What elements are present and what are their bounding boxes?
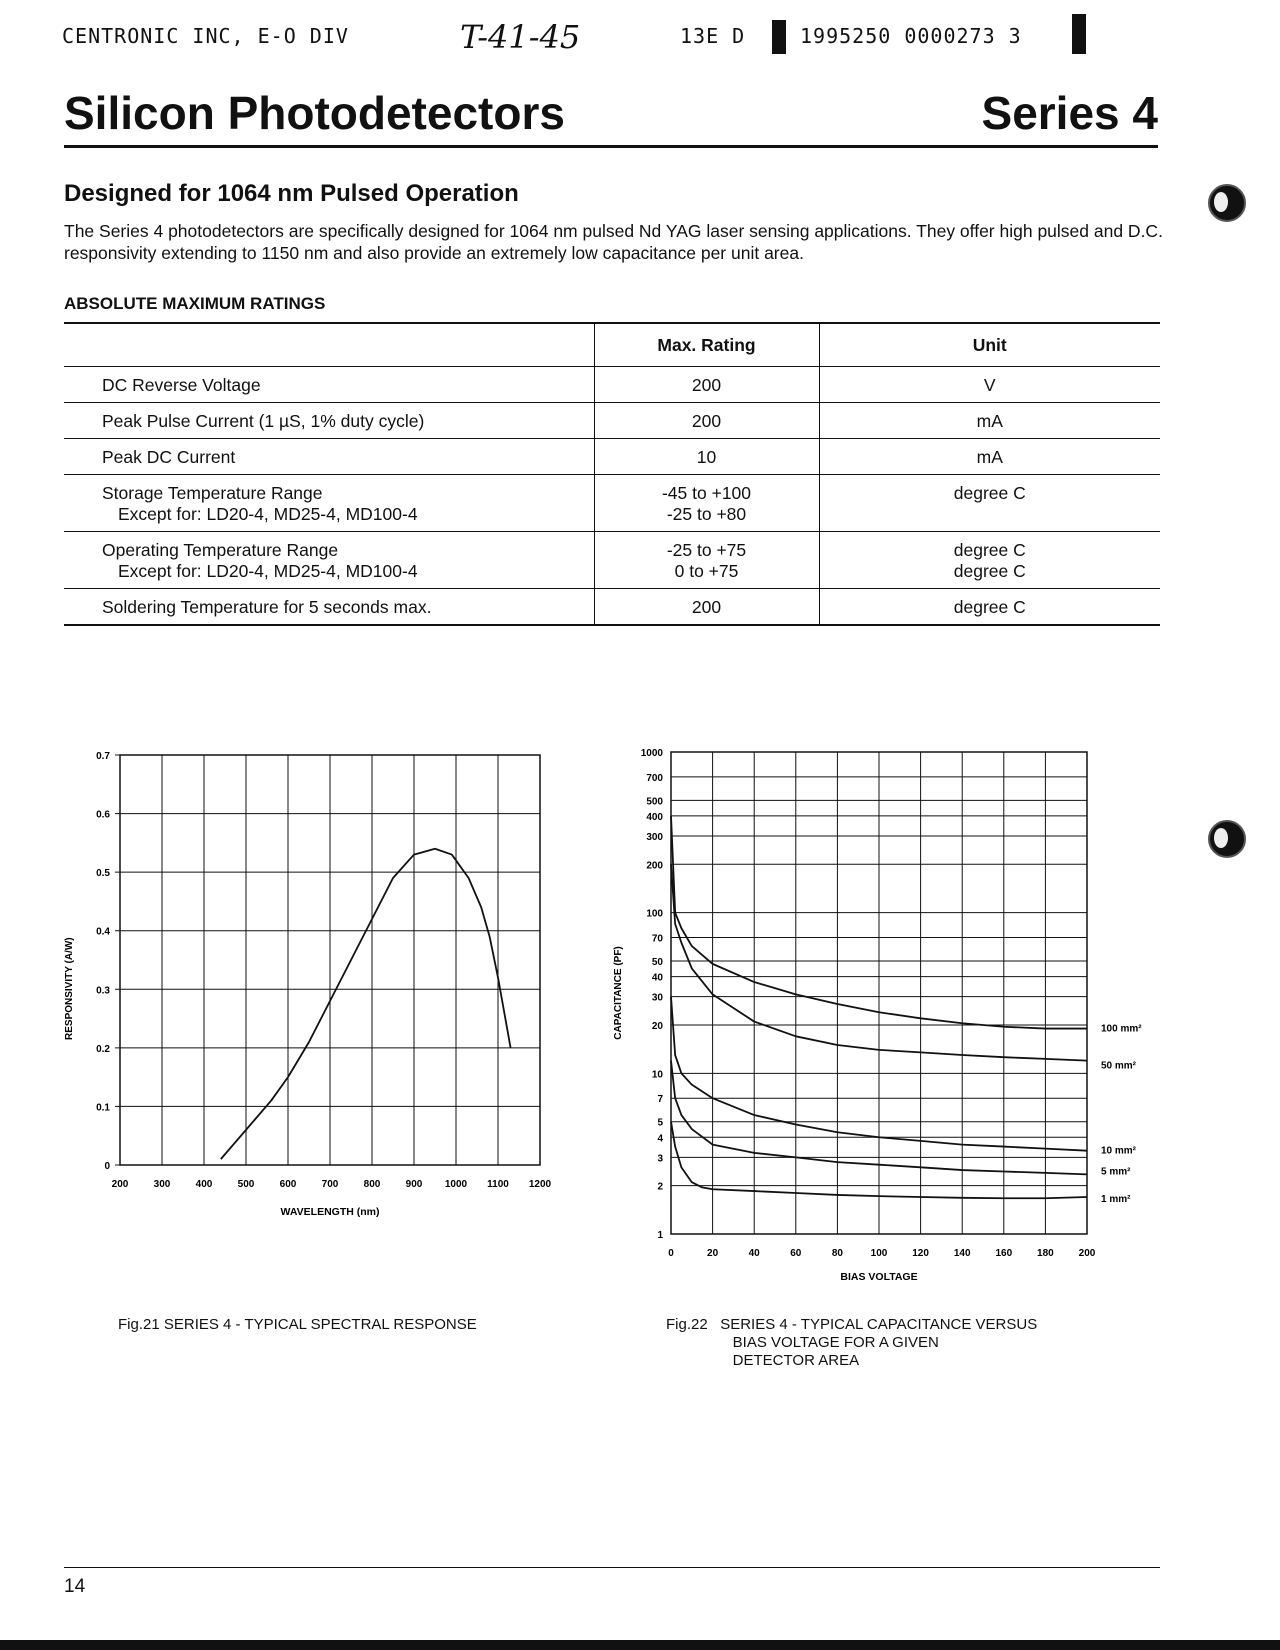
- x-tick-label: 0: [668, 1248, 674, 1259]
- y-tick-label: 0.3: [96, 985, 110, 997]
- rating-cell-line: 200: [691, 411, 722, 431]
- rating-cell: [594, 403, 819, 439]
- y-tick-label: 2: [657, 1181, 663, 1193]
- param-cell: [64, 532, 594, 589]
- unit-cell-line: degree C: [953, 540, 1026, 560]
- y-tick-label: 0: [104, 1161, 110, 1172]
- title-divider: [64, 145, 1158, 148]
- y-tick-label: 5: [657, 1117, 663, 1129]
- document-number: 1995250 0000273 3: [800, 24, 1022, 48]
- x-tick-label: 300: [153, 1179, 171, 1190]
- unit-cell-line: degree C: [953, 483, 1026, 503]
- param-cell: [64, 403, 594, 439]
- x-tick-label: 800: [363, 1179, 381, 1190]
- unit-cell-line: mA: [976, 411, 1003, 431]
- figure-caption: Fig.21 SERIES 4 - TYPICAL SPECTRAL RESPONSE: [118, 1316, 477, 1333]
- ratings-heading: ABSOLUTE MAXIMUM RATINGS: [64, 294, 326, 313]
- x-tick-label: 160: [995, 1248, 1013, 1259]
- x-tick-label: 140: [953, 1248, 971, 1259]
- x-tick-label: 40: [748, 1248, 760, 1259]
- x-tick-label: 180: [1037, 1248, 1054, 1259]
- y-tick-label: 1000: [640, 748, 663, 759]
- y-tick-label: 40: [651, 972, 663, 984]
- y-tick-label: 1: [657, 1230, 663, 1241]
- binder-hole-icon: [1208, 820, 1246, 858]
- y-tick-label: 100: [646, 908, 663, 920]
- x-tick-label: 80: [831, 1248, 843, 1259]
- x-tick-label: 600: [279, 1179, 297, 1190]
- series-label: 50 mm²: [1101, 1060, 1137, 1072]
- param-cell: [64, 589, 594, 626]
- y-tick-label: 50: [651, 957, 663, 969]
- rating-cell-line: -25 to +75: [666, 540, 747, 560]
- capacitance-chart: [595, 730, 1175, 1290]
- series-line: [221, 849, 511, 1159]
- handwritten-code: T-41-45: [460, 18, 581, 56]
- y-tick-label: 20: [651, 1020, 663, 1032]
- y-tick-label: 0.7: [96, 751, 110, 762]
- table-row: [64, 403, 1160, 439]
- table-row: [64, 439, 1160, 475]
- param-cell: [64, 367, 594, 403]
- binder-hole-icon: [1208, 184, 1246, 222]
- unit-cell-line: degree C: [953, 597, 1026, 617]
- unit-cell: [819, 367, 1160, 403]
- column-header: Max. Rating: [594, 323, 819, 367]
- y-axis-label: RESPONSIVITY (A/W): [64, 937, 75, 1041]
- rating-cell: [594, 589, 819, 626]
- table-row: [64, 532, 1160, 589]
- unit-cell-line: V: [983, 375, 996, 395]
- spectral-response-chart: [40, 730, 580, 1290]
- y-tick-label: 0.4: [96, 926, 110, 938]
- series-title: Series 4: [981, 87, 1158, 139]
- page-title: Silicon Photodetectors: [64, 87, 565, 139]
- param-cell: [64, 475, 594, 532]
- table-row: [64, 589, 1160, 626]
- column-header: Unit: [972, 334, 1007, 355]
- x-tick-label: 500: [237, 1179, 255, 1190]
- y-tick-label: 0.6: [96, 809, 110, 821]
- x-tick-label: 1000: [444, 1179, 468, 1190]
- x-tick-label: 100: [870, 1248, 888, 1259]
- rating-cell: [594, 439, 819, 475]
- param-cell-line: Except for: LD20-4, MD25-4, MD100-4: [118, 504, 418, 524]
- page-number: 14: [64, 1576, 86, 1597]
- unit-cell-line: mA: [976, 447, 1003, 467]
- y-tick-label: 700: [646, 772, 663, 784]
- barcode-mark: [772, 20, 786, 54]
- y-tick-label: 200: [646, 860, 663, 872]
- param-cell-line: Soldering Temperature for 5 seconds max.: [102, 597, 432, 617]
- x-axis-label: WAVELENGTH (nm): [280, 1206, 380, 1218]
- y-tick-label: 7: [657, 1094, 663, 1106]
- series-label: 100 mm²: [1101, 1023, 1142, 1035]
- section-subtitle: Designed for 1064 nm Pulsed Operation: [64, 180, 519, 207]
- param-cell-line: Operating Temperature Range: [102, 540, 339, 560]
- intro-paragraph: The Series 4 photodetectors are specifically designed for 1064 nm pulsed Nd YAG laser sensing applications. They offer high pulsed and D.C. responsivity extending to 1150 nm and also provide an extremely low capacitance per unit area.: [64, 221, 1163, 263]
- table-row: [64, 475, 1160, 532]
- y-tick-label: 0.2: [96, 1043, 110, 1055]
- unit-cell: [819, 403, 1160, 439]
- unit-cell: [819, 589, 1160, 626]
- x-tick-label: 20: [707, 1248, 719, 1259]
- column-header: [64, 323, 594, 367]
- y-tick-label: 3: [657, 1153, 663, 1165]
- rating-cell: [594, 532, 819, 589]
- rating-cell-line: -45 to +100: [661, 483, 752, 503]
- param-cell-line: Peak DC Current: [102, 447, 236, 467]
- company-header: CENTRONIC INC, E-O DIV: [62, 24, 349, 48]
- y-tick-label: 70: [651, 933, 663, 945]
- rating-cell-line: 200: [691, 375, 722, 395]
- x-tick-label: 120: [912, 1248, 929, 1259]
- ratings-table: [64, 322, 1160, 626]
- rating-cell-line: -25 to +80: [666, 504, 747, 524]
- y-tick-label: 400: [646, 811, 663, 823]
- series-label: 5 mm²: [1101, 1166, 1131, 1178]
- y-tick-label: 4: [657, 1133, 663, 1145]
- table-header-row: [64, 323, 1160, 367]
- param-cell: [64, 439, 594, 475]
- y-tick-label: 0.1: [96, 1102, 110, 1114]
- param-cell-line: Storage Temperature Range: [102, 483, 323, 503]
- unit-cell: [819, 439, 1160, 475]
- unit-cell: [819, 475, 1160, 532]
- x-tick-label: 700: [321, 1179, 339, 1190]
- y-tick-label: 0.5: [96, 868, 110, 880]
- x-axis-label: BIAS VOLTAGE: [840, 1271, 918, 1283]
- x-tick-label: 900: [405, 1179, 423, 1190]
- unit-cell: [819, 532, 1160, 589]
- x-tick-label: 1100: [487, 1179, 509, 1190]
- x-tick-label: 60: [790, 1248, 802, 1259]
- y-tick-label: 10: [651, 1069, 663, 1081]
- barcode-mark: [1072, 14, 1086, 54]
- x-tick-label: 400: [195, 1179, 213, 1190]
- param-cell-line: Except for: LD20-4, MD25-4, MD100-4: [118, 561, 418, 581]
- y-tick-label: 300: [646, 832, 663, 844]
- document-code: 13E D: [680, 24, 746, 48]
- footer-divider: [64, 1567, 1160, 1568]
- rating-cell-line: 200: [691, 597, 722, 617]
- unit-cell-line: degree C: [953, 561, 1026, 581]
- y-axis-label: CAPACITANCE (PF): [613, 946, 624, 1040]
- y-tick-label: 30: [651, 992, 663, 1004]
- param-cell-line: Peak Pulse Current (1 µS, 1% duty cycle): [102, 411, 425, 431]
- x-tick-label: 200: [1078, 1248, 1096, 1259]
- rating-cell: [594, 367, 819, 403]
- x-tick-label: 200: [111, 1179, 129, 1190]
- param-cell-line: DC Reverse Voltage: [102, 375, 261, 395]
- scan-edge: [0, 1640, 1280, 1650]
- rating-cell-line: 10: [696, 447, 717, 467]
- series-label: 1 mm²: [1101, 1193, 1131, 1205]
- series-label: 10 mm²: [1101, 1145, 1137, 1157]
- y-tick-label: 500: [646, 796, 663, 808]
- figure-caption: Fig.22 SERIES 4 - TYPICAL CAPACITANCE VERSUS BIAS VOLTAGE FOR A GIVEN DETECTOR AREA: [666, 1316, 1038, 1369]
- x-tick-label: 1200: [528, 1179, 552, 1190]
- rating-cell-line: 0 to +75: [674, 561, 739, 581]
- table-row: [64, 367, 1160, 403]
- rating-cell: [594, 475, 819, 532]
